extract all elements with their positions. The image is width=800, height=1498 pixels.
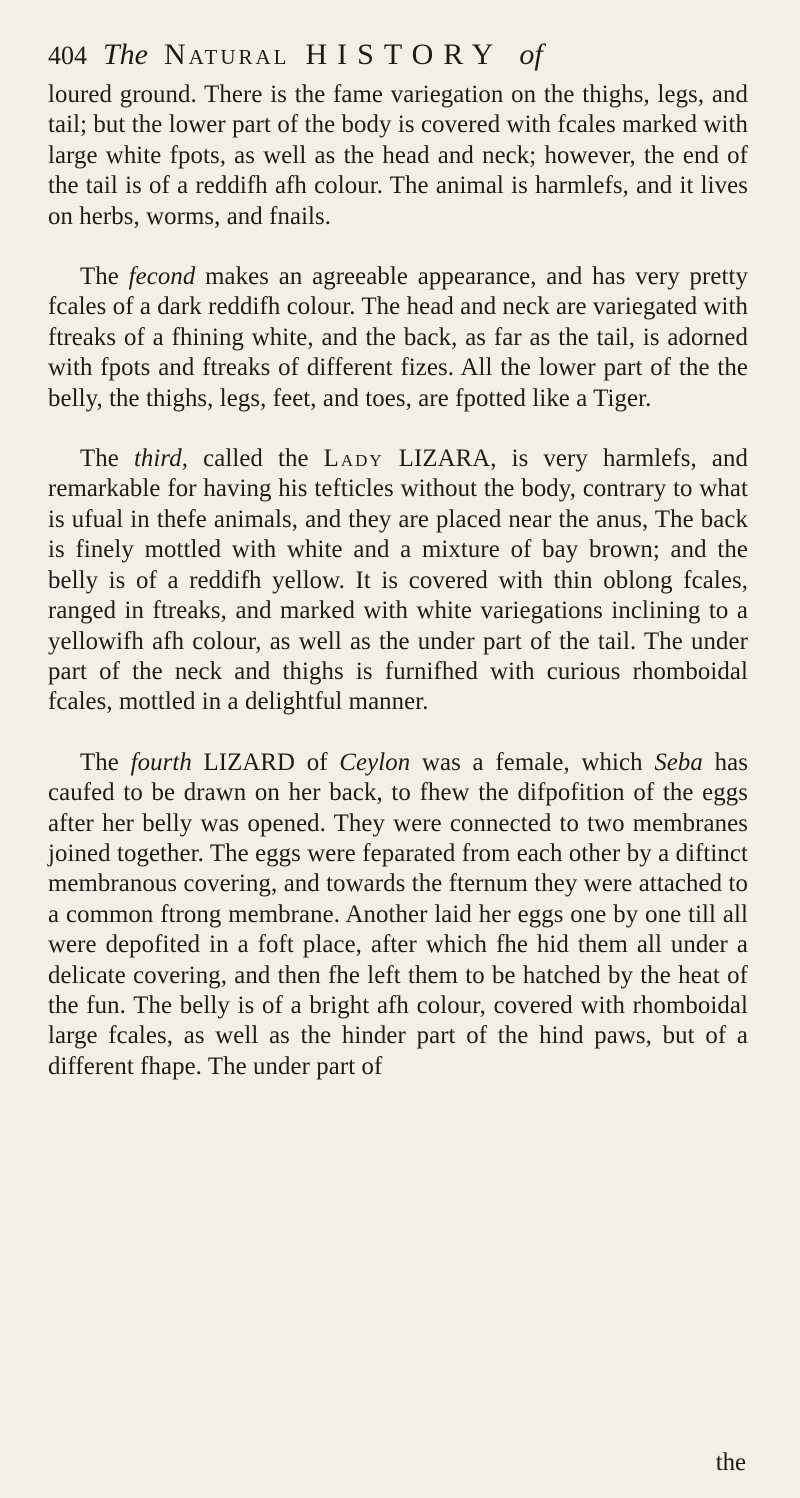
running-head	[48, 38, 748, 78]
text-run: was a female, which	[410, 748, 655, 776]
paragraph	[48, 444, 748, 718]
text-run: The	[80, 263, 129, 291]
text-run-italic: fecond	[128, 263, 196, 291]
text-run: LIZARD of	[191, 748, 340, 776]
paragraph	[48, 262, 748, 414]
running-head-history: HISTORY	[305, 38, 504, 71]
text-run: The	[80, 748, 131, 776]
paragraph	[48, 748, 748, 1082]
running-head-of: of	[519, 38, 543, 71]
text-run: The	[80, 445, 134, 473]
paragraph	[48, 80, 748, 232]
text-run: LIZARA, is very harmlefs, and remarkable for having his tefticles without the body, contrary to what is ufual in thefe animals, and they are placed near the anus, The back is finely mottled with white and a mixture of bay brown; and the belly is of a reddifh yellow. It is covered with thin oblong fcales, ranged in ftreaks, and marked with white variegations inclining to a yellowifh afh colour, as well as the under part of the tail. The under part of the neck and thighs is furnifhed with curious rhomboidal fcales, mottled in a delightful manner.	[48, 445, 748, 716]
catchword: the	[715, 1449, 746, 1476]
text-run-italic: fourth	[130, 748, 192, 776]
running-head-the: The	[103, 38, 148, 71]
text-run-italic: third,	[133, 445, 189, 473]
text-body	[48, 80, 748, 1082]
text-run-italic: Seba	[654, 748, 703, 776]
text-run-smallcaps: Lady	[323, 445, 384, 473]
text-run: called the	[188, 445, 324, 473]
running-head-natural: Natural	[164, 38, 290, 71]
text-run-italic: Ceylon	[339, 748, 411, 776]
page-number: 404	[48, 41, 87, 70]
text-run: makes an agreeable appearance, and has very pretty fcales of a dark reddifh colour. The head and neck are variegated with ftreaks of a fhining white, and the back, as far as the tail, is adorned with fpots and ftreaks of different fizes. All the lower part of the the belly, the thighs, legs, feet, and toes, are fpotted like a Tiger.	[48, 263, 748, 412]
text-run: loured ground. There is the fame variegation on the thighs, legs, and tail; but the lower part of the body is covered with fcales marked with large white fpots, as well as the head and neck; however, the end of the tail is of a reddifh afh colour. The animal is harmlefs, and it lives on herbs, worms, and fnails.	[48, 81, 748, 230]
text-run: has caufed to be drawn on her back, to fhew the difpofition of the eggs after her belly was opened. They were connected to two membranes joined together. The eggs were feparated from each other by a diftinct membranous covering, and towards the fternum they were attached to a common ftrong membrane. Another laid her eggs one by one till all were depofited in a foft place, after which fhe hid them all under a delicate covering, and then fhe left them to be hatched by the heat of the fun. The belly is of a bright afh colour, covered with rhomboidal large fcales, as well as the hinder part of the hind paws, but of a different fhape. The under part of	[48, 748, 749, 1080]
